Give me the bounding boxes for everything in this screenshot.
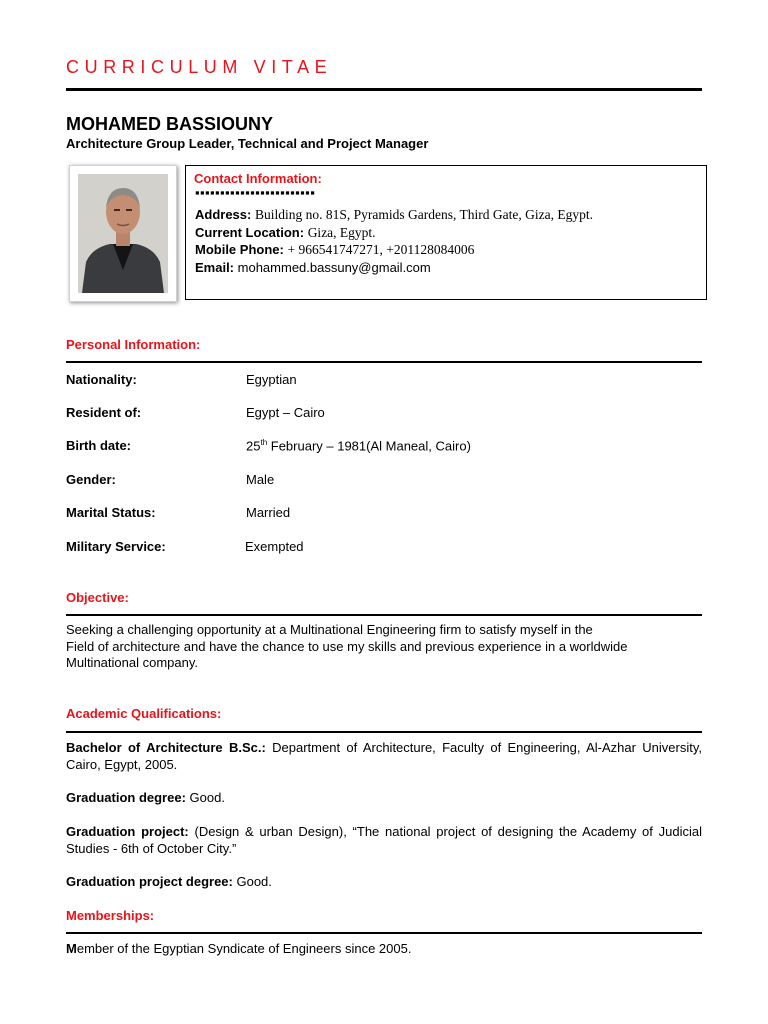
contact-heading: Contact Information: bbox=[194, 171, 322, 186]
person-role: Architecture Group Leader, Technical and Project Manager bbox=[66, 136, 429, 151]
membership-entry bbox=[66, 941, 702, 958]
objective-rule bbox=[66, 614, 702, 616]
gender-label: Gender: bbox=[66, 472, 116, 487]
nationality-value: Egyptian bbox=[246, 372, 297, 387]
memberships-rule bbox=[66, 932, 702, 934]
person-name: MOHAMED BASSIOUNY bbox=[66, 114, 274, 134]
bachelor-value: Department of Architecture, Faculty of Engineering, Al-Azhar University, Cairo, Egypt, 2005. bbox=[66, 740, 702, 772]
personal-heading: Personal Information: bbox=[66, 337, 201, 352]
marital-value: Married bbox=[246, 505, 291, 520]
location-value: Giza, Egypt. bbox=[307, 225, 376, 240]
objective-line-3: Multinational company. bbox=[66, 655, 198, 670]
address-value: Building no. 81S, Pyramids Gardens, Third Gate, Giza, Egypt. bbox=[254, 207, 593, 222]
email-line bbox=[195, 260, 431, 275]
project-degree-entry bbox=[66, 874, 702, 891]
project-label: Graduation project: bbox=[66, 824, 189, 839]
membership-text: ember of the Egyptian Syndicate of Engineers since 2005. bbox=[76, 941, 412, 956]
contact-dots: ▪▪▪▪▪▪▪▪▪▪▪▪▪▪▪▪▪▪▪▪▪▪▪▪ bbox=[195, 185, 316, 200]
resident-label: Resident of: bbox=[66, 405, 142, 420]
birthdate-rest: February – 1981(Al Maneal, Cairo) bbox=[267, 438, 471, 454]
birthdate-day: 25 bbox=[246, 438, 261, 454]
academic-rule bbox=[66, 731, 702, 733]
project-degree-label: Graduation project degree: bbox=[66, 874, 233, 889]
birthdate-label: Birth date: bbox=[66, 438, 131, 453]
objective-heading: Objective: bbox=[66, 590, 129, 605]
degree-label: Graduation degree: bbox=[66, 790, 186, 805]
cv-title: CURRICULUM VITAE bbox=[66, 57, 333, 77]
email-value[interactable]: mohammed.bassuny@gmail.com bbox=[237, 260, 431, 275]
marital-label: Marital Status: bbox=[66, 505, 156, 520]
location-label: Current Location: bbox=[195, 225, 305, 240]
membership-first-letter: M bbox=[66, 941, 77, 956]
memberships-heading: Memberships: bbox=[66, 908, 155, 923]
degree-value: Good. bbox=[185, 790, 225, 805]
profile-photo bbox=[69, 165, 177, 302]
birthdate-value bbox=[246, 438, 471, 453]
title-rule bbox=[66, 88, 702, 91]
bachelor-entry bbox=[66, 740, 702, 773]
project-degree-value: Good. bbox=[232, 874, 272, 889]
nationality-label: Nationality: bbox=[66, 372, 137, 387]
objective-line-2: Field of architecture and have the chance to use my skills and previous experience in a worldwide bbox=[66, 638, 628, 654]
objective-text bbox=[66, 622, 702, 672]
gender-value: Male bbox=[246, 472, 275, 487]
project-value: (Design & urban Design), “The national project of designing the Academy of Judicial Studies - 6th of October City.” bbox=[66, 824, 702, 856]
military-value: Exempted bbox=[245, 539, 304, 554]
portrait-image bbox=[78, 174, 168, 293]
degree-entry bbox=[66, 790, 702, 807]
phone-label: Mobile Phone: bbox=[195, 242, 284, 257]
objective-line-1: Seeking a challenging opportunity at a Multinational Engineering firm to satisfy myself in the bbox=[66, 622, 593, 637]
email-label: Email: bbox=[195, 260, 235, 275]
location-line bbox=[195, 225, 376, 241]
birthdate-suffix: th bbox=[260, 438, 268, 447]
phone-line bbox=[195, 242, 474, 258]
address-line bbox=[195, 207, 593, 223]
academic-heading: Academic Qualifications: bbox=[66, 706, 222, 721]
address-label: Address: bbox=[195, 207, 252, 222]
military-label: Military Service: bbox=[66, 539, 166, 554]
phone-value: + 966541747271, +201128084006 bbox=[287, 242, 475, 257]
resident-value: Egypt – Cairo bbox=[246, 405, 325, 420]
project-entry bbox=[66, 824, 702, 857]
personal-rule bbox=[66, 361, 702, 363]
bachelor-label: Bachelor of Architecture B.Sc.: bbox=[66, 740, 266, 755]
